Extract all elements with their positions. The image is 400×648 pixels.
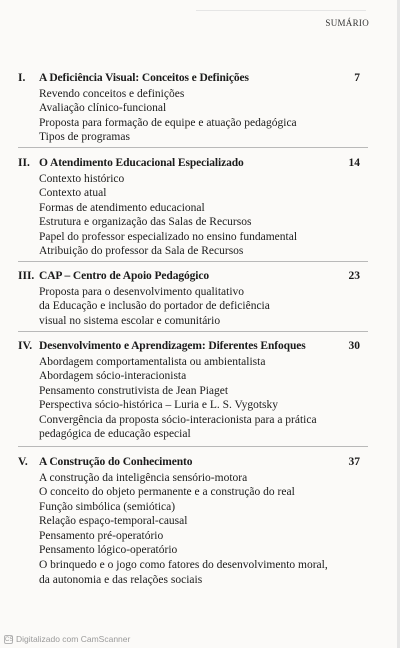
toc-item: Proposta para o desenvolvimento qualitativo: [39, 285, 245, 298]
toc-item: pedagógica de educação especial: [39, 428, 191, 441]
section-number: III.: [18, 270, 35, 282]
section-items: [39, 172, 369, 260]
toc-item: Pensamento pré-operatório: [39, 529, 164, 542]
toc-item: da autonomia e das relações sociais: [39, 573, 203, 586]
section-title: Desenvolvimento e Aprendizagem: Diferentes Enfoques: [39, 340, 306, 352]
section-number: IV.: [18, 340, 33, 352]
toc-item: Pensamento lógico-operatório: [39, 544, 178, 557]
toc-item: Relação espaço-temporal-causal: [39, 515, 188, 528]
toc-item: Convergência da proposta sócio-interacionista para a prática: [39, 413, 317, 426]
toc-item: visual no sistema escolar e comunitário: [39, 314, 221, 327]
toc-item: Pensamento construtivista de Jean Piaget: [39, 384, 229, 397]
camscanner-logo-icon: CS: [5, 636, 14, 643]
section-divider: [18, 446, 368, 447]
section-page-number: 30: [348, 340, 360, 352]
toc-item: Tipos de programas: [39, 131, 130, 144]
top-divider: [196, 10, 366, 11]
toc-item: A construção da inteligência sensório-motora: [39, 471, 248, 484]
toc-item: da Educação e inclusão do portador de deficiência: [39, 300, 270, 313]
section-page-number: 14: [348, 157, 360, 169]
section-title: CAP – Centro de Apoio Pedagógico: [39, 270, 210, 282]
section-items: [39, 355, 369, 443]
toc-item: O brinquedo e o jogo como fatores do desenvolvimento moral,: [39, 559, 328, 572]
section-items: [39, 285, 369, 329]
section-divider: [18, 331, 368, 332]
section-divider: [18, 147, 368, 148]
section-page-number: 37: [348, 456, 360, 468]
toc-item: Papel do professor especializado no ensino fundamental: [39, 230, 298, 243]
watermark-text: Digitalizado com CamScanner: [16, 634, 131, 644]
toc-item: Contexto histórico: [39, 172, 125, 185]
section-title: A Deficiência Visual: Conceitos e Definições: [39, 72, 249, 84]
toc-item: Função simbólica (semiótica): [39, 500, 176, 513]
toc-item: Contexto atual: [39, 187, 107, 200]
toc-item: Abordagem sócio-interacionista: [39, 370, 187, 383]
toc-item: Revendo conceitos e definições: [39, 87, 185, 100]
toc-item: Estrutura e organização das Salas de Recursos: [39, 216, 252, 229]
scanner-watermark: [4, 634, 130, 644]
section-divider: [18, 261, 368, 262]
toc-item: Abordagem comportamentalista ou ambientalista: [39, 355, 266, 368]
section-title: A Construção do Conhecimento: [39, 456, 193, 468]
toc-item: Atribuição do professor da Sala de Recursos: [39, 245, 244, 258]
section-page-number: 7: [354, 72, 360, 84]
toc-item: Formas de atendimento educacional: [39, 201, 205, 214]
section-items: [39, 471, 369, 588]
section-number: V.: [18, 456, 28, 468]
page-header: SUMÁRIO: [325, 18, 369, 28]
toc-item: Avaliação clínico-funcional: [39, 102, 167, 115]
section-page-number: 23: [348, 270, 360, 282]
toc-item: Proposta para formação de equipe e atuação pedagógica: [39, 116, 297, 129]
section-number: I.: [18, 72, 26, 84]
toc-item: O conceito do objeto permanente e a construção do real: [39, 486, 295, 499]
section-items: [39, 87, 369, 145]
section-title: O Atendimento Educacional Especializado: [39, 157, 244, 169]
toc-item: Perspectiva sócio-histórica – Luria e L. S. Vygotsky: [39, 399, 279, 412]
section-number: II.: [18, 157, 30, 169]
